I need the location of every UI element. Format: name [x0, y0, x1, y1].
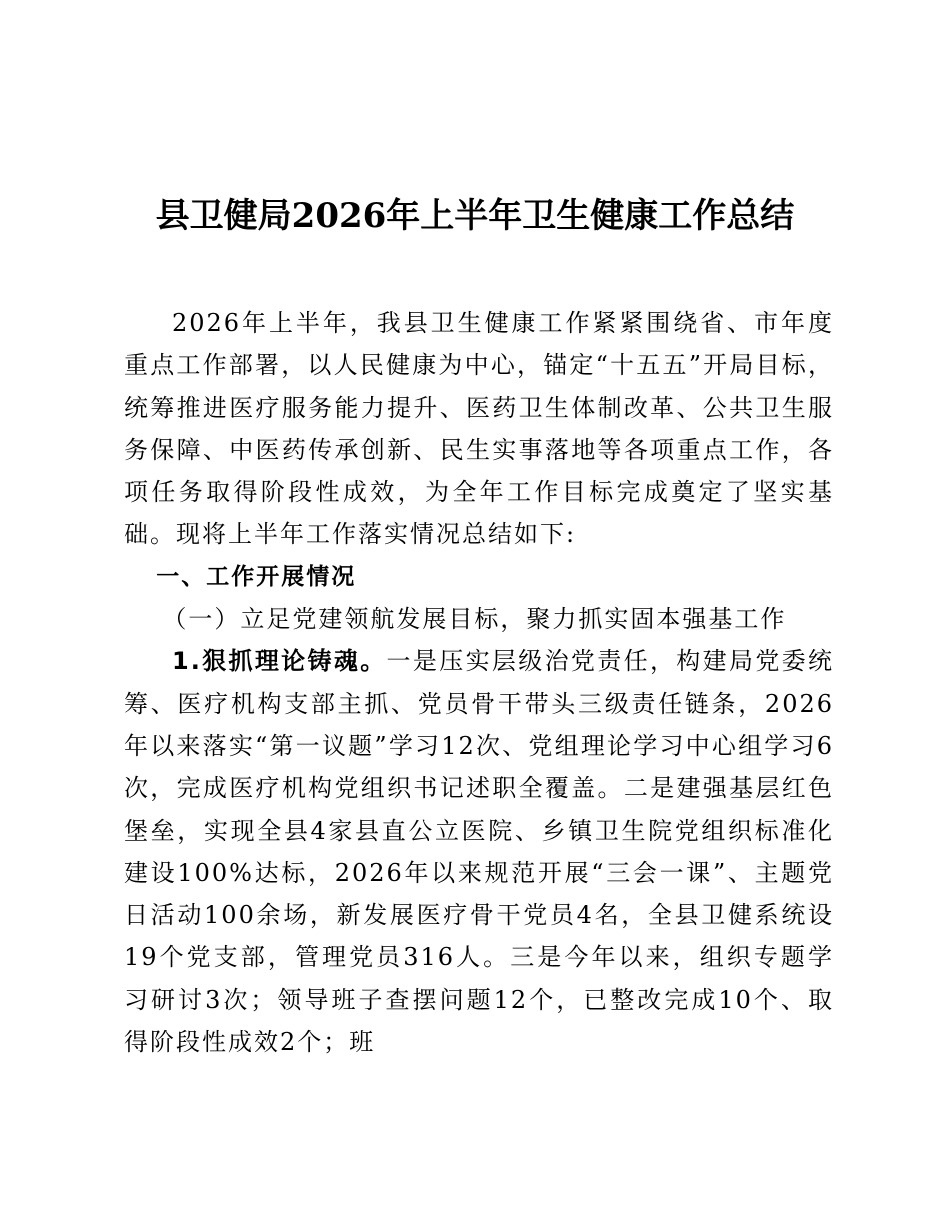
document-body — [124, 302, 834, 1063]
subsection-heading: （一）立足党建领航发展目标，聚力抓实固本强基工作 — [162, 605, 787, 634]
body-paragraph — [124, 640, 834, 1063]
document-title: 县卫健局2026年上半年卫生健康工作总结 — [155, 195, 795, 236]
section-heading: 一、工作开展情况 — [156, 563, 357, 590]
item-text: 一是压实层级治党责任，构建局党委统筹、医疗机构支部主抓、党员骨干带头三级责任链条，2026年以来落实“第一议题”学习12次、党组理论学习中心组学习6次，完成医疗机构党组织书记述职全覆盖。二是建强基层红色堡垒，实现全县4家县直公立医院、乡镇卫生院党组织标准化建设100%达标，2026年以来规范开展“三会一课”、主题党日活动100余场，新发展医疗骨干党员4名，全县卫健系统设19个党支部，管理党员316人。三是今年以来，组织专题学习研讨3次；领导班子查摆问题12个，已整改完成10个、取得阶段性成效2个；班 — [124, 647, 834, 1057]
item-label: 1.狠抓理论铸魂。 — [172, 647, 387, 676]
intro-paragraph: 2026年上半年，我县卫生健康工作紧紧围绕省、市年度重点工作部署，以人民健康为中心，锚定“十五五”开局目标，统筹推进医疗服务能力提升、医药卫生体制改革、公共卫生服务保障、中医药传承创新、民生实事落地等各项重点工作，各项任务取得阶段性成效，为全年工作目标完成奠定了坚实基础。现将上半年工作落实情况总结如下: — [124, 309, 834, 549]
